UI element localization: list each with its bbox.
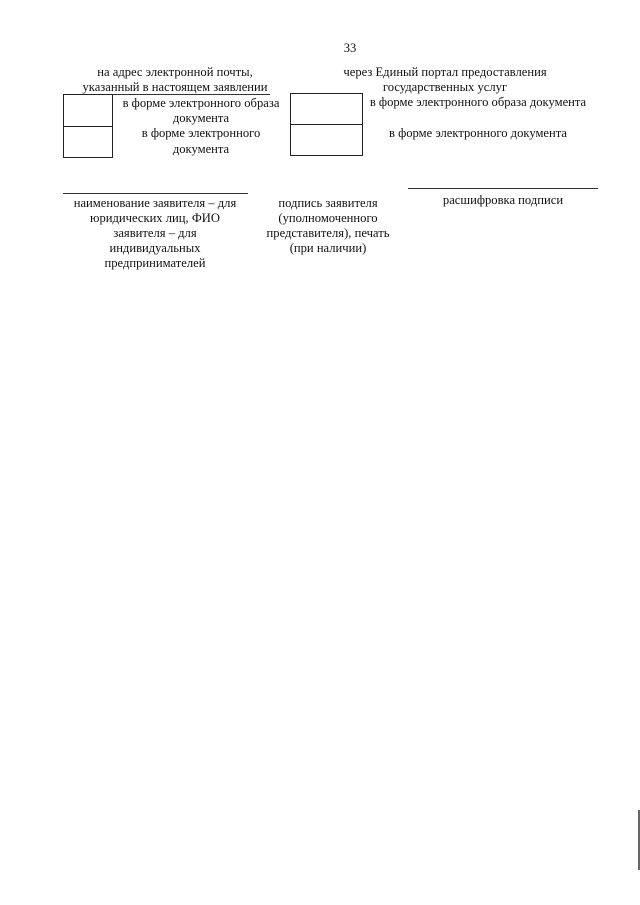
page-number: 33: [343, 41, 357, 55]
portal-electronic-document-checkbox[interactable]: [290, 124, 363, 156]
email-option1-line2: документа: [172, 111, 230, 125]
signature-caption-line1: подпись заявителя: [278, 196, 378, 210]
applicant-name-line: [63, 193, 248, 194]
portal-title-line2: государственных услуг: [382, 80, 508, 94]
signature-caption-line2: (уполномоченного: [278, 211, 378, 225]
email-title-line2: указанный в настоящем заявлении: [82, 80, 268, 94]
email-option1-line1: в форме электронного образа: [122, 96, 280, 110]
portal-electronic-image-checkbox[interactable]: [290, 93, 363, 125]
email-option2-line1: в форме электронного: [141, 126, 261, 140]
email-electronic-image-checkbox[interactable]: [63, 94, 113, 127]
portal-option2: в форме электронного документа: [388, 126, 567, 140]
applicant-name-caption-line4: индивидуальных: [109, 241, 201, 255]
portal-option1: в форме электронного образа документа: [369, 95, 587, 109]
applicant-name-caption-line2: юридических лиц, ФИО: [90, 211, 220, 225]
applicant-name-caption-line3: заявителя – для: [113, 226, 197, 240]
email-electronic-document-checkbox[interactable]: [63, 126, 113, 158]
signature-decode-caption: расшифровка подписи: [442, 193, 564, 207]
portal-title-line1: через Единый портал предоставления: [343, 65, 547, 79]
applicant-name-caption-line5: предпринимателей: [104, 256, 206, 270]
email-option2-line2: документа: [172, 142, 230, 156]
signature-caption-line3: представителя), печать: [266, 226, 390, 240]
applicant-name-caption-line1: наименование заявителя – для: [73, 196, 237, 210]
signature-caption-line4: (при наличии): [289, 241, 367, 255]
email-title-line1: на адрес электронной почты,: [97, 65, 253, 79]
signature-decode-line: [408, 188, 598, 189]
